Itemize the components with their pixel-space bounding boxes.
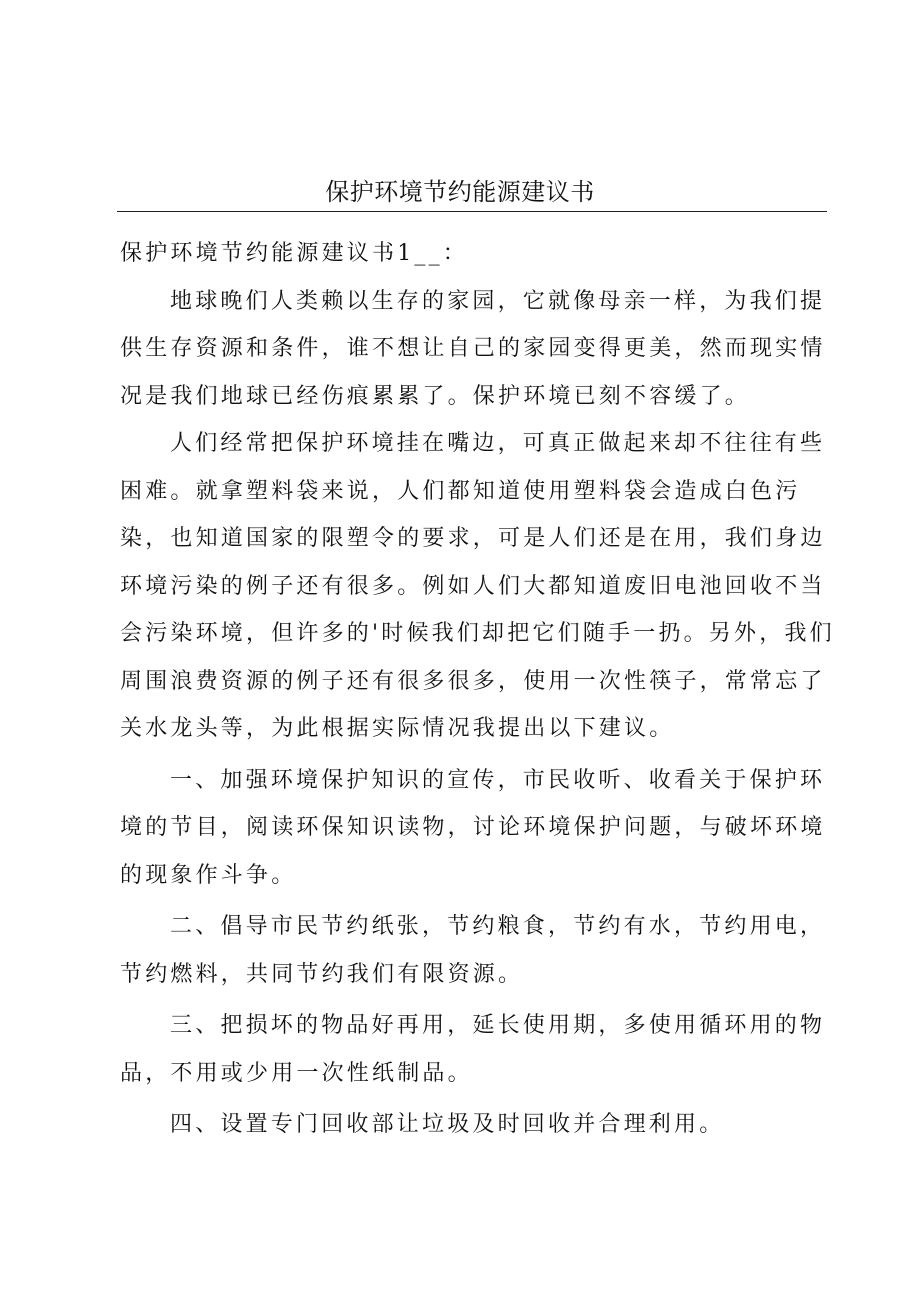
paragraph: 地球晚们人类赖以生存的家园，它就像母亲一样，为我们提供生存资源和条件，谁不想让自己的家园变得更美，然而现实情况是我们地球已经伤痕累累了。保护环境已刻不容缓了。 [120,288,826,409]
paragraph: 四、设置专门回收部让垃圾及时回收并合理利用。 [170,1112,725,1137]
document-body [120,230,840,1149]
paragraph: 二、倡导市民节约纸张，节约粮食，节约有水，节约用电，节约燃料，共同节约我们有限资源。 [120,914,826,987]
document-header-title: 保护环境节约能源建议书 [325,178,595,206]
paragraph: 三、把损坏的物品好再用，延长使用期，多使用循环用的物品，不用或少用一次性纸制品。 [120,1013,826,1086]
paragraph: 人们经常把保护环境挂在嘴边，可真正做起来却不往往有些困难。就拿塑料袋来说，人们都知道使用塑料袋会造成白色污染，也知道国家的限塑令的要求，可是人们还是在用，我们身边环境污染的例子还有很多。例如人们大都知道废旧电池回收不当会污染环境，但许多的'时候我们却把它们随手一扔。另外，我们周围浪费资源的例子还有很多很多，使用一次性筷子，常常忘了关水龙头等，为此根据实际情况我提出以下建议。 [120,431,835,741]
document-subtitle: 保护环境节约能源建议书1__： [120,241,468,266]
paragraph: 一、加强环境保护知识的宣传，市民收听、收看关于保护环境的节目，阅读环保知识读物，讨论环境保护问题，与破坏环境的现象作斗争。 [120,767,826,888]
header-divider [117,211,827,212]
